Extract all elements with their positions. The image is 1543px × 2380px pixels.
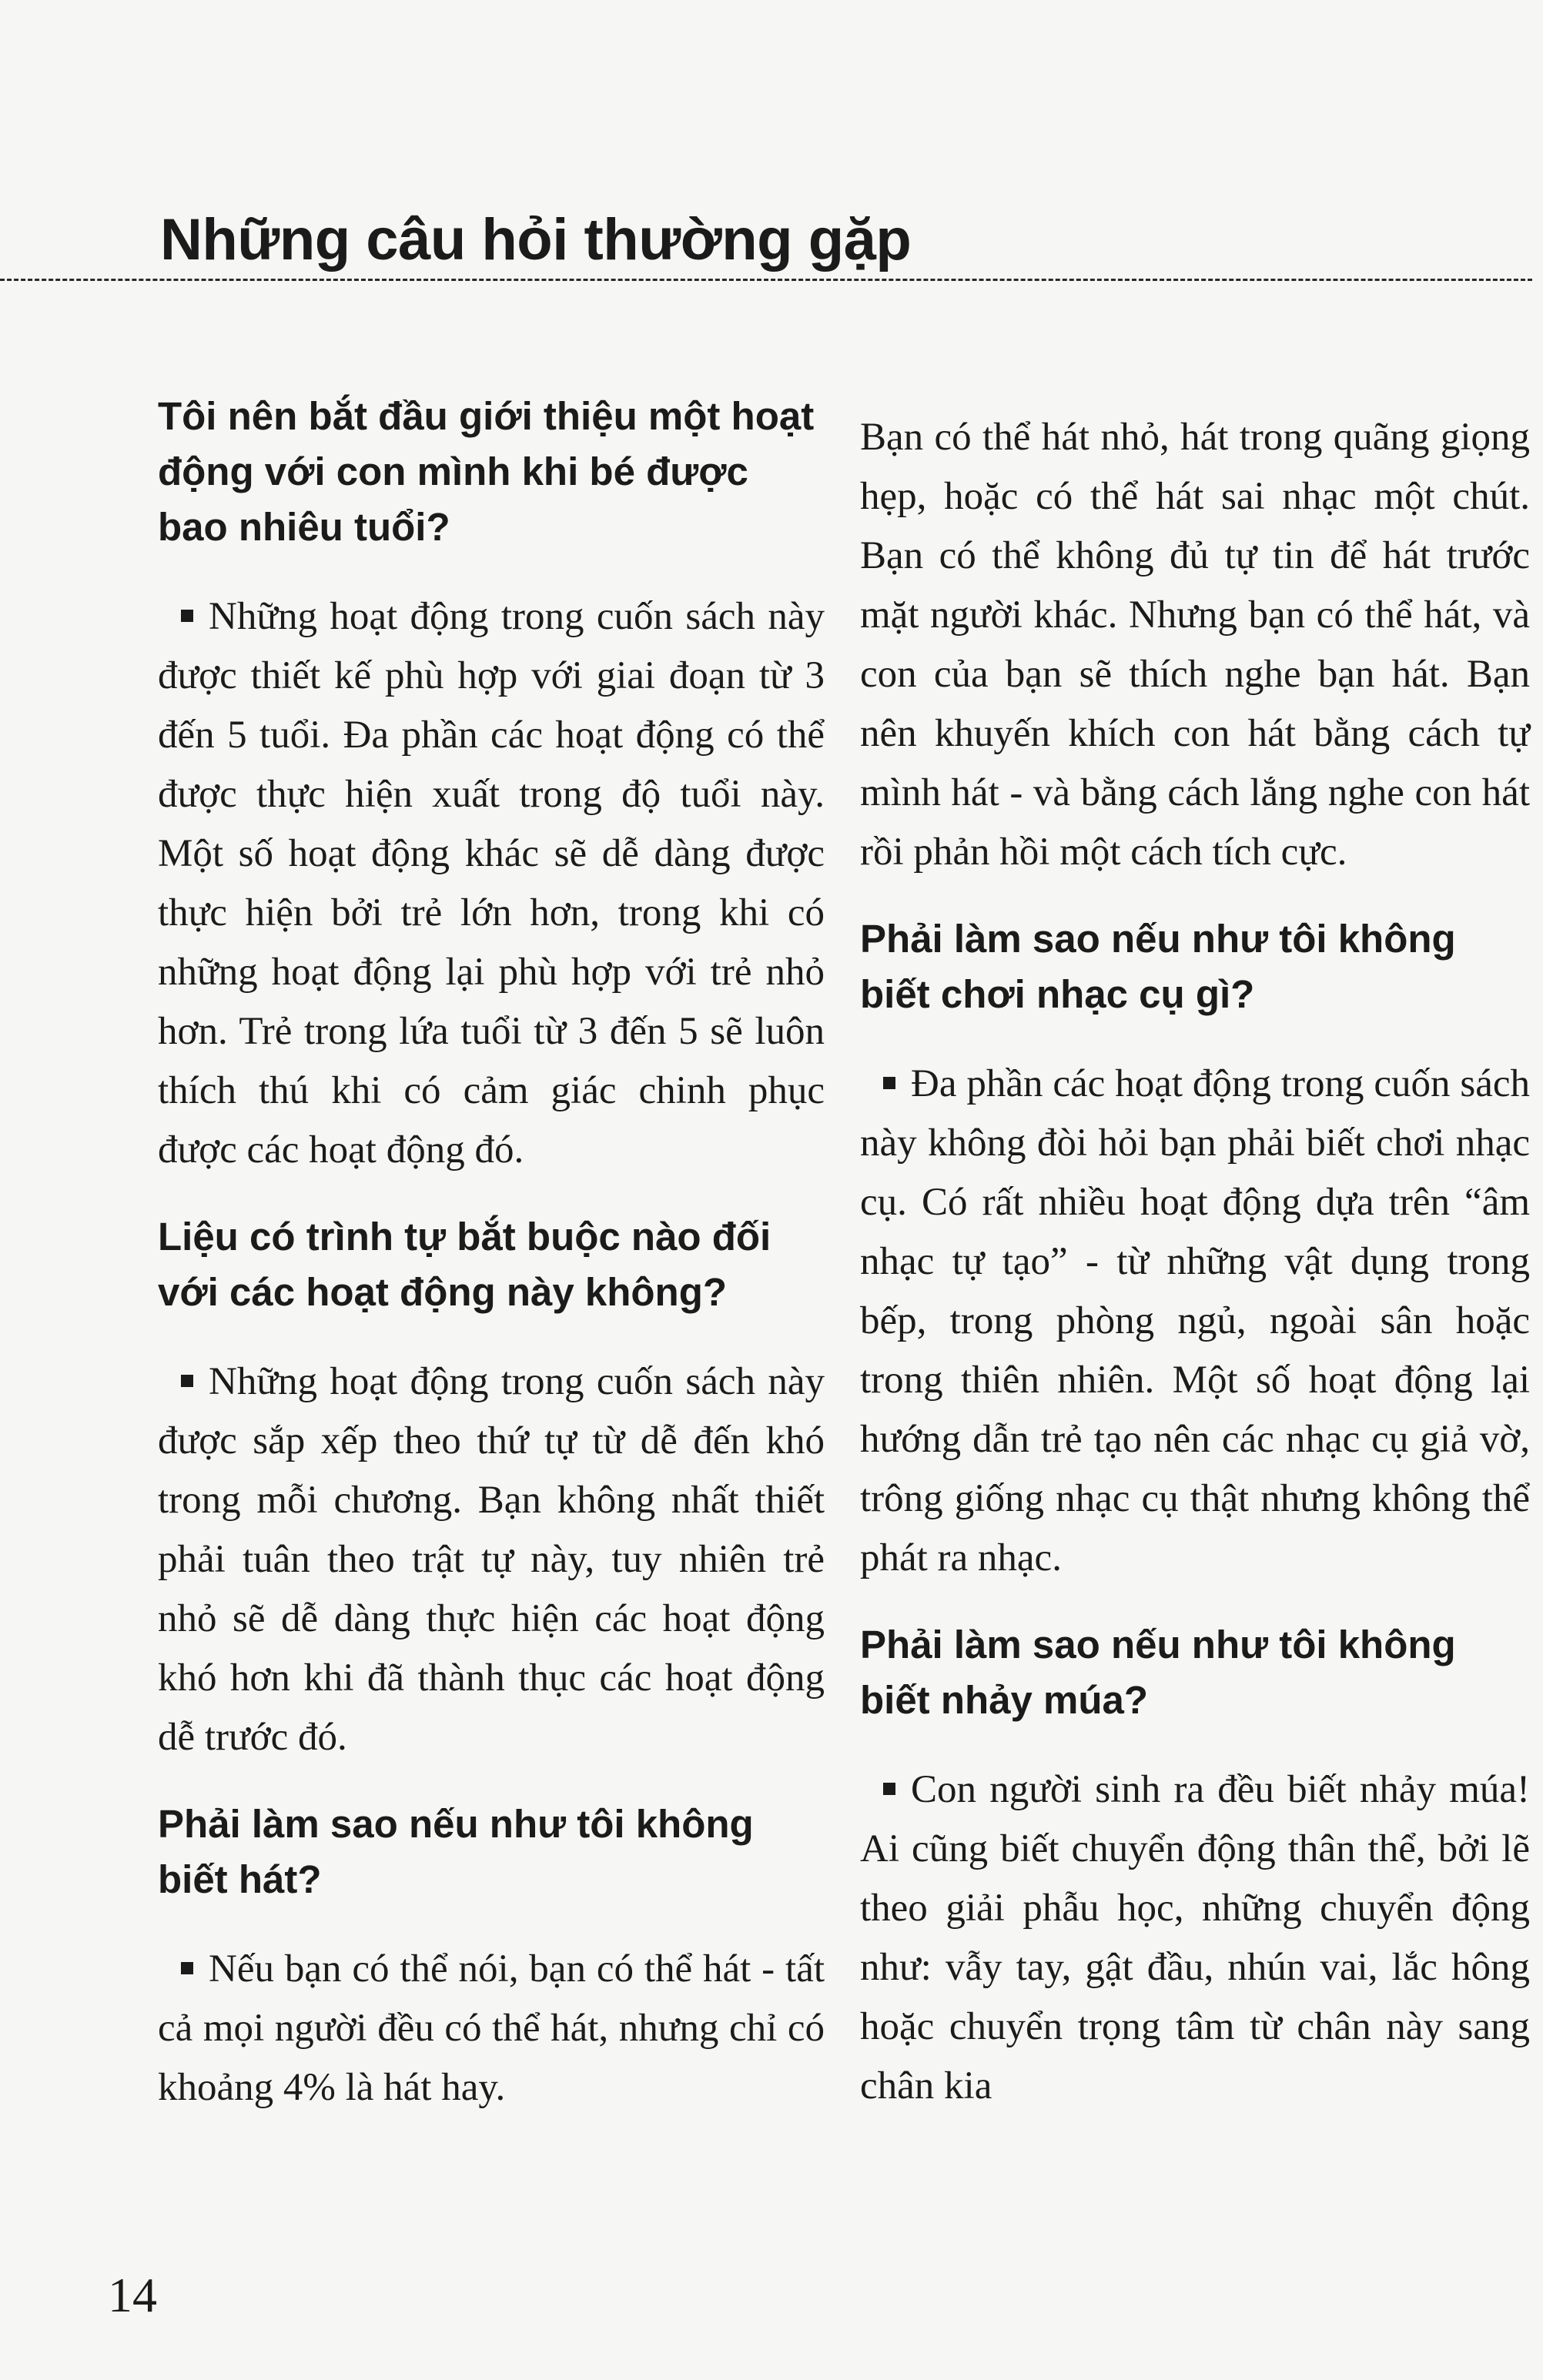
- answer-3-text: Nếu bạn có thể nói, bạn có thể hát - tất cả mọi người đều có thể hát, nhưng chỉ có khoảng 4% là hát hay.: [158, 1947, 825, 2109]
- answer-5: [860, 1760, 1530, 2116]
- page-number: 14: [108, 2268, 157, 2322]
- question-5: Phải làm sao nếu như tôi không biết nhảy múa?: [860, 1623, 1456, 1722]
- question-4: Phải làm sao nếu như tôi không biết chơi nhạc cụ gì?: [860, 917, 1456, 1016]
- answer-3: [158, 1940, 825, 2118]
- answer-1-text: Những hoạt động trong cuốn sách này được thiết kế phù hợp với giai đoạn từ 3 đến 5 tuổi. Đa phần các hoạt động có thể được thực hiện xuất trong độ tuổi này. Một số hoạt động khác sẽ dễ dàng được thực hiện bởi trẻ lớn hơn, trong khi có những hoạt động lại phù hợp với trẻ nhỏ hơn. Trẻ trong lứa tuổi từ 3 đến 5 sẽ luôn thích thú khi có cảm giác chinh phục được các hoạt động đó.: [158, 595, 825, 1172]
- answer-1: [158, 587, 825, 1180]
- left-column: [158, 389, 825, 2147]
- bullet-icon: [181, 1962, 193, 1974]
- answer-4: [860, 1055, 1530, 1588]
- dashed-divider: [0, 279, 1532, 281]
- answer-5-text: Con người sinh ra đều biết nhảy múa! Ai cũng biết chuyển động thân thể, bởi lẽ theo giải phẫu học, những chuyển động như: vẫy tay, gật đầu, nhún vai, lắc hông hoặc chuyển trọng tâm từ chân này sang chân kia: [860, 1768, 1530, 2108]
- page-title: Những câu hỏi thường gặp: [160, 207, 912, 272]
- answer-2: [158, 1352, 825, 1767]
- answer-2-text: Những hoạt động trong cuốn sách này được sắp xếp theo thứ tự từ dễ đến khó trong mỗi chương. Bạn không nhất thiết phải tuân theo trật tự này, tuy nhiên trẻ nhỏ sẽ dễ dàng thực hiện các hoạt động khó hơn khi đã thành thục các hoạt động dễ trước đó.: [158, 1360, 825, 1759]
- question-3: Phải làm sao nếu như tôi không biết hát?: [158, 1802, 754, 1901]
- question-1: Tôi nên bắt đầu giới thiệu một hoạt động với con mình khi bé được bao nhiêu tuổi?: [158, 394, 815, 549]
- right-column: [860, 408, 1530, 2145]
- question-2: Liệu có trình tự bắt buộc nào đối với các hoạt động này không?: [158, 1215, 772, 1314]
- bullet-icon: [181, 610, 193, 622]
- bullet-icon: [181, 1375, 193, 1387]
- answer-4-text: Đa phần các hoạt động trong cuốn sách này không đòi hỏi bạn phải biết chơi nhạc cụ. Có rất nhiều hoạt động dựa trên “âm nhạc tự tạo” - từ những vật dụng trong bếp, trong phòng ngủ, ngoài sân hoặc trong thiên nhiên. Một số hoạt động lại hướng dẫn trẻ tạo nên các nhạc cụ giả vờ, trông giống nhạc cụ thật nhưng không thể phát ra nhạc.: [860, 1062, 1530, 1579]
- answer-3-continued: Bạn có thể hát nhỏ, hát trong quãng giọng hẹp, hoặc có thể hát sai nhạc một chút. Bạn có thể không đủ tự tin để hát trước mặt người khác. Nhưng bạn có thể hát, và con của bạn sẽ thích nghe bạn hát. Bạn nên khuyến khích con hát bằng cách tự mình hát - và bằng cách lắng nghe con hát rồi phản hồi một cách tích cực.: [860, 416, 1530, 874]
- bullet-icon: [883, 1783, 895, 1795]
- bullet-icon: [883, 1077, 895, 1089]
